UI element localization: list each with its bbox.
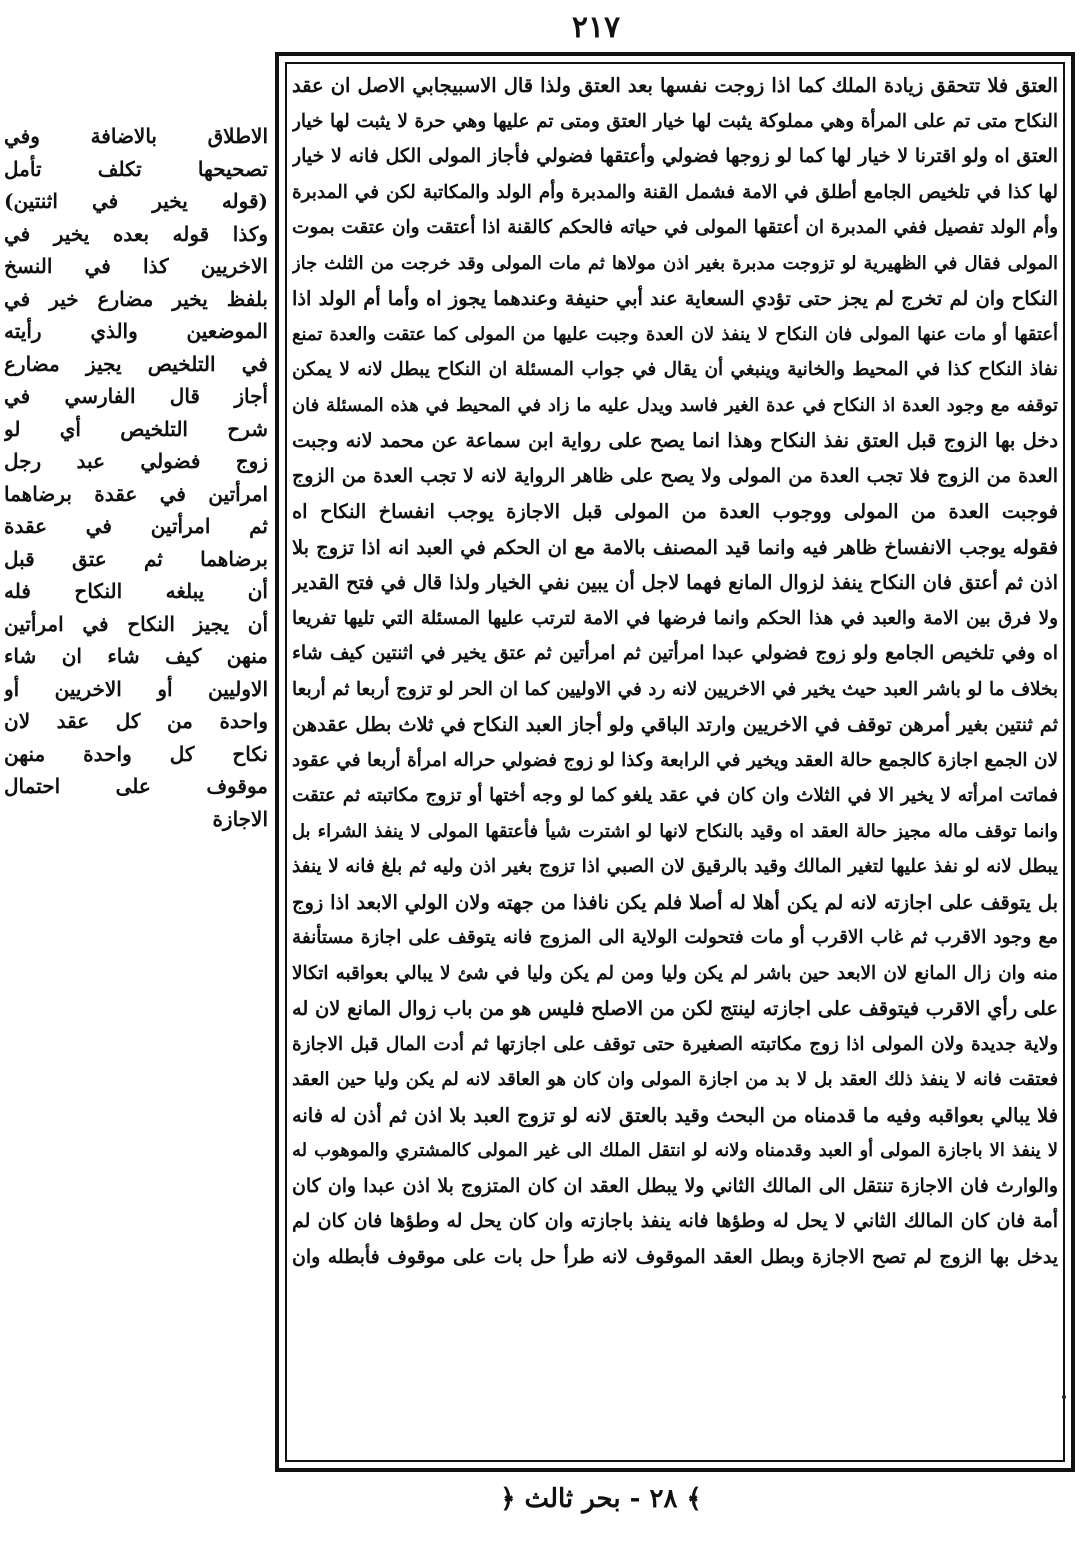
margin-note-line: أن يبلغه النكاح فله <box>4 579 268 603</box>
main-text-line: فوجبت العدة من المولى ووجوب العدة من المولى قبل الاجازة يوجب انفساخ النكاح اه <box>292 500 1058 523</box>
main-text-line: منه وان زال المانع لان الابعد حين باشر لم يكن وليا ومن لم يكن وليا في شئ لا يبالي بعواقبه اتكالا <box>292 962 1058 984</box>
main-text-line: فقوله يوجب الانفساخ ظاهر فيه وانما قيد المصنف بالامة مع ان الحكم في العبد انه اذا تزوج بلا <box>292 535 1058 559</box>
main-text-line: العتق اه ولو اقترنا لا خيار لها كما لو زوجها فضولي وأعتقها فضولي فأجاز المولى الكل فانه لا خيار <box>292 145 1058 167</box>
main-text-line: يدخل بها الزوج لم تصح الاجازة وبطل العقد الموقوف لانه طرأ حل بات على موقوف فأبطله وان <box>292 1245 1058 1268</box>
margin-note-line: أجاز قال الفارسي في <box>4 384 268 408</box>
margin-note-line: نكاح كل واحدة منهن <box>4 741 268 766</box>
margin-note-line: الاطلاق بالاضافة وفي <box>4 124 268 148</box>
main-text-line: نفاذ النكاح كذا في المحيط والخانية وينبغي أن يقال في جواب المسئلة ان النكاح يبطل لانه لا يمكن <box>292 359 1058 380</box>
main-text-line: والوارث فان الاجازة تنتقل الى المالك الثاني ولا يبطل العقد ان كان المتزوج بلا اذن عبدا وان كان <box>292 1174 1058 1197</box>
main-text-line: وأم الولد تفصيل ففي المدبرة ان أعتقها المولى في حياته فالحكم كالقنة اذا أعتقت وان عتقت بموت <box>292 217 1058 238</box>
main-text-line: العتق فلا تتحقق زيادة الملك كما اذا زوجت نفسها بعد العتق ولذا قال الاسبيجابي الاصل ان عقد <box>292 74 1058 97</box>
margin-note-line: زوج فضولي عبد رجل <box>4 449 268 473</box>
margin-note-line: الموضعين والذي رأيته <box>4 319 268 343</box>
margin-note-line: في التلخيص يجيز مضارع <box>4 351 268 376</box>
main-text-line: ولاية جديدة ولان المولى اذا زوج مكاتبته الصغيرة حتى توقف على اجازتها ثم أدت المال قبل الاجازة <box>292 1033 1058 1055</box>
main-text-line: بل يتوقف على اجازته لانه لم يكن أهلا له أصلا فلم يكن نافذا من جهته ولان الولي الابعد اذا زوج <box>292 890 1058 914</box>
main-text-block <box>292 68 1058 1458</box>
main-text-line: لان الجمع اجازة كالجمع حالة العقد ويخير في الرابعة وكذا لو زوج فضولي حراله امرأة أربعا في عقود <box>292 749 1058 771</box>
main-text-line: اه وفي تلخيص الجامع ولو زوج فضولي عبدا امرأتين ثم امرأتين ثم عتق يخير في اثنتين كيف شاء <box>292 642 1058 664</box>
margin-note-line: أن يجيز النكاح في امرأتين <box>4 611 268 636</box>
margin-note <box>4 120 268 1020</box>
main-text-line: مع وجود الاقرب ثم غاب الاقرب أو مات فتحولت الولاية الى المزوج فانه يتوقف على اجازة مستأنفة <box>292 927 1058 948</box>
margin-note-line: تصحيحها تكلف تأمل <box>4 156 268 181</box>
main-text-line: فعتقت فانه لا ينفذ ذلك العقد بل لا بد من اجازة المولى وان كان هو العاقد لانه لم يكن وليا حين العقد <box>292 1069 1058 1090</box>
margin-note-line: (قوله يخير في اثنتين) <box>4 189 268 213</box>
main-text-line: لها كذا في تلخيص الجامع أطلق في الامة فشمل القنة والمدبرة وأم الولد والمكاتبة لكن في المدبرة <box>292 181 1058 203</box>
main-text-line: النكاح وان لم تخرج لم يجز حتى تؤدي السعاية عند أبي حنيفة وعندهما يجوز اه وأما أم الولد اذا <box>292 287 1058 310</box>
main-text-line: اذن ثم أعتق فان النكاح ينفذ لزوال المانع فهما لاجل أن يبين نفي الخيار ولذا قال في فتح القدير <box>292 571 1058 594</box>
main-text-line: أمة فان كان المالك الثاني لا يحل له وطؤها فانه ينفذ باجازته وان كان يحل له وطؤها فان كان لم <box>292 1210 1058 1232</box>
margin-note-line: منهن كيف شاء ان شاء <box>4 644 268 668</box>
margin-note-line: واحدة من كل عقد لان <box>4 709 268 733</box>
main-text-line: العدة من الزوج فلا تجب العدة من المولى ولا يصح على ظاهر الرواية لانه لا تجب العدة من الزوج <box>292 464 1058 487</box>
margin-note-line: برضاهما ثم عتق قبل <box>4 546 268 571</box>
main-text-line: أعتقها أو مات عنها المولى فان النكاح لا ينفذ لان العدة وجبت عليها من المولى كما عتقت والعدة تمنع <box>292 323 1058 345</box>
main-text-line: لا ينفذ الا باجازة المولى أو العبد وقدمناه ولانه لو انتقل الملك الى غير المولى كالمشتري والموهوب له <box>292 1140 1058 1161</box>
margin-note-line: الاجازة <box>212 806 268 831</box>
margin-note-line: ثم امرأتين في عقدة <box>4 514 268 538</box>
page-number: ٢١٧ <box>571 10 621 45</box>
main-text-line: يبطل لانه لو نفذ عليها لتغير المالك وقيد بالرقيق لان الصبي اذا تزوج بغير اذن وليه ثم بلغ فانه لا ينفذ <box>292 856 1058 877</box>
main-text-line: النكاح متى تم على المرأة وهي مملوكة يثبت لها خيار العتق ومتى تم عليها وهي حرة لا يثبت لها خيار <box>292 110 1058 132</box>
main-text-line: توقفه مع وجود العدة اذ النكاح في عدة الغير فاسد ويدل عليه ما زاد في المحيط في هذه المسئلة فان <box>292 394 1058 416</box>
margin-note-line: وكذا قوله بعده يخير في <box>4 221 268 246</box>
main-text-line: على رأي الاقرب فيتوقف على اجازته لينتج لكن من الاصلح فليس هو من باب زوال المانع لان له <box>292 997 1058 1020</box>
margin-note-line: موقوف على احتمال <box>4 774 268 798</box>
margin-note-line: الاوليين أو الاخريين أو <box>4 676 268 701</box>
main-text-line: بخلاف ما لو باشر العبد حيث يخير في الاخريين لانه رد في الاوليين كما ان الحر لو تزوج أربعا ثم أربعا <box>292 678 1058 700</box>
margin-note-line: الاخريين كذا في النسخ <box>4 254 268 278</box>
main-text-line: ثم ثنتين بغير أمرهن توقف في الاخريين وارتد الباقي ولو أجاز العبد النكاح في ثلاث بطل عقدهن <box>292 713 1058 736</box>
main-text-line: المولى فقال في الظهيرية لو تزوجت مدبرة بغير اذن مولاها ثم مات المولى وقد خرجت من الثلث جاز <box>292 252 1058 274</box>
margin-note-line: بلفظ يخير مضارع خير في <box>4 286 268 311</box>
main-text-line: ولا فرق بين الامة والعبد في هذا الحكم وانما فرضها في الامة لترتب عليها المسئلة التي تليها تفريعا <box>292 607 1058 629</box>
scan-speck <box>1062 1395 1066 1399</box>
margin-note-line: شرح التلخيص أي لو <box>4 416 268 441</box>
margin-note-line: امرأتين في عقدة برضاهما <box>4 481 268 506</box>
main-text-line: فماتت امرأته لا يخير الا في الثلاث وان كان في عقد يلغو كما لو وجه أختها أو تزوج مكاتبته ثم عتقت <box>292 785 1058 806</box>
footer-signature: ﴾ ٢٨ - بحر ثالث ﴿ <box>500 1484 702 1514</box>
main-text-line: فلا يبالي بعواقبه وفيه ما قدمناه من البحث وقيد بالعتق لانه لو تزوج العبد بلا اذن ثم أذن له فانه <box>292 1103 1058 1127</box>
main-text-line: وانما توقف ماله مجيز حالة العقد اه وقيد بالنكاح لانها لو اشترت شيأ فأعتقها المولى لا ينفذ الشراء بل <box>292 820 1058 842</box>
main-text-line: دخل بها الزوج قبل العتق نفذ النكاح وهذا انما يصح على رواية ابن سماعة عن محمد لانه وجبت <box>292 429 1058 452</box>
